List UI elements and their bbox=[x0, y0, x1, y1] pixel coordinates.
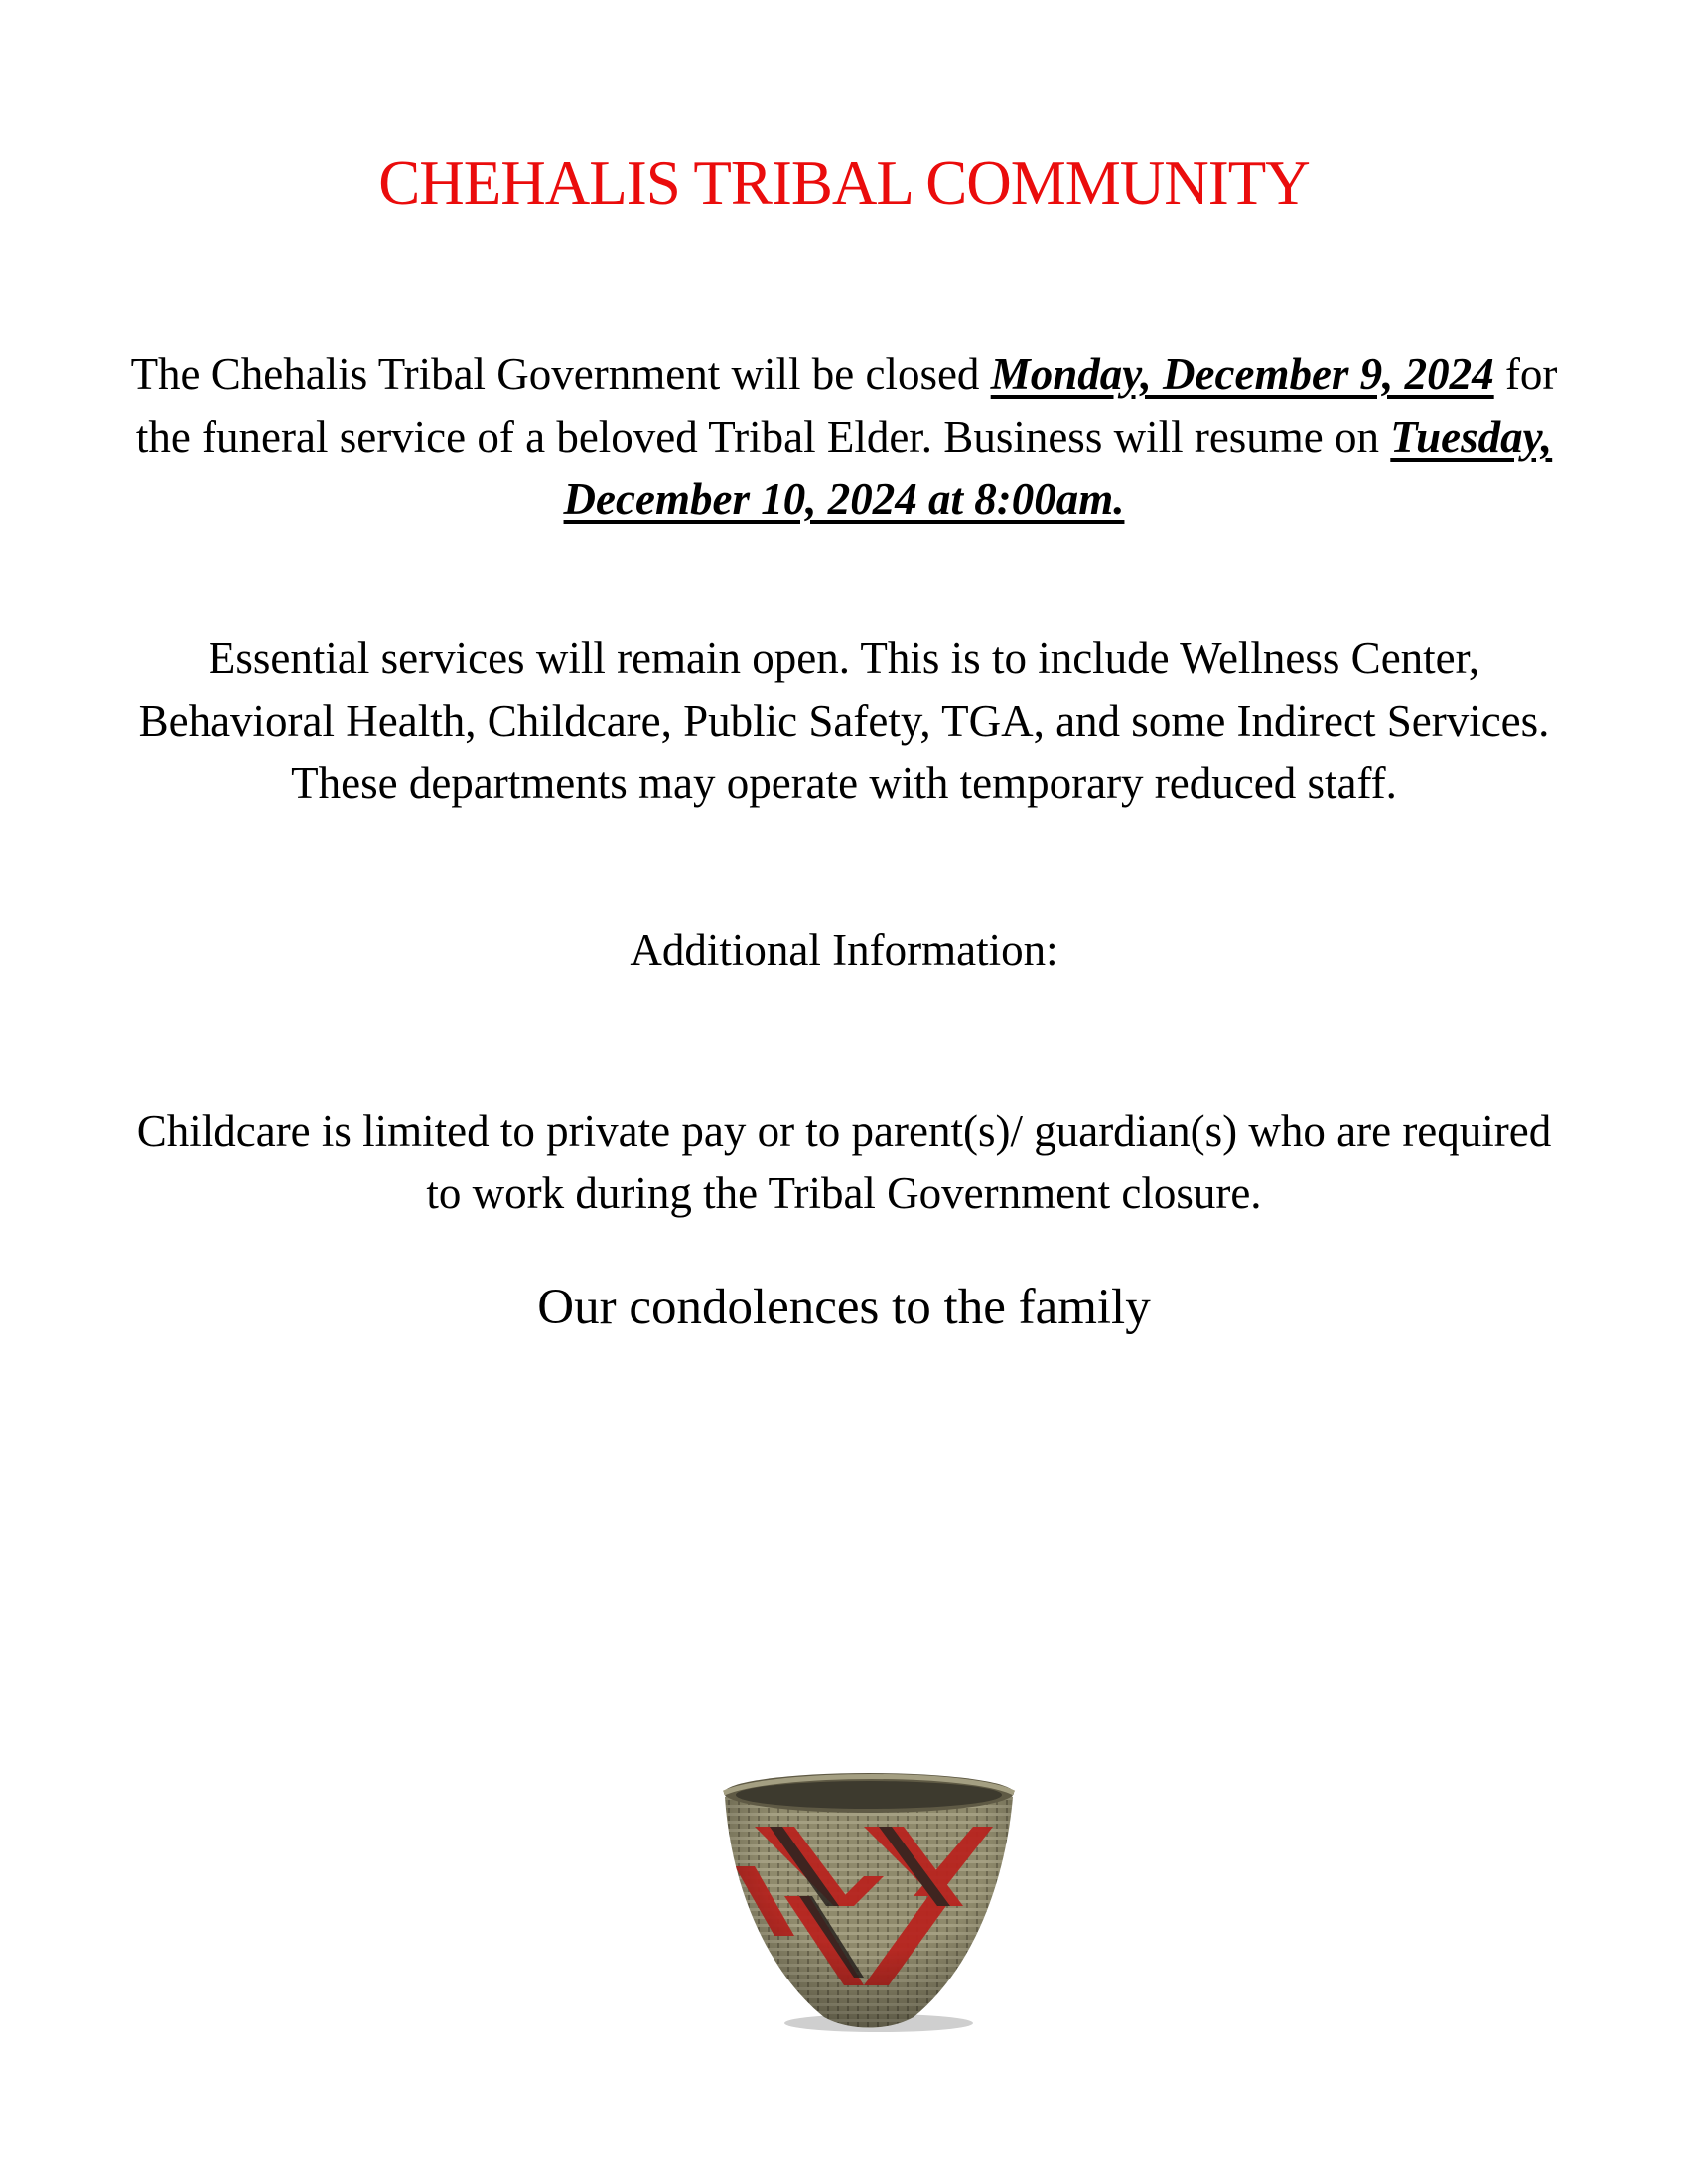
closure-notice bbox=[129, 343, 1559, 531]
childcare-note: Childcare is limited to private pay or to parent(s)/ guardian(s) who are required to work during the Tribal Government closure. bbox=[136, 1106, 1552, 1218]
essential-services-text: Essential services will remain open. This is to include Wellness Center, Behavioral Health, Childcare, Public Safety, TGA, and some Indirect Services. These departments may operate with temporary reduced staff. bbox=[138, 633, 1550, 808]
closure-text-1: The Chehalis Tribal Government will be closed bbox=[130, 349, 991, 399]
resume-datetime: Tuesday, December 10, 2024 at 8:00am. bbox=[563, 412, 1553, 524]
condolences-text: Our condolences to the family bbox=[537, 1280, 1151, 1335]
closed-date: Monday, December 9, 2024 bbox=[990, 349, 1494, 399]
woven-basket-icon bbox=[715, 1757, 1033, 2035]
page-title: CHEHALIS TRIBAL COMMUNITY bbox=[378, 148, 1310, 217]
additional-info-heading: Additional Information: bbox=[630, 925, 1058, 975]
closure-text-2: for the funeral service of a beloved Tribal Elder. Business will resume on bbox=[135, 349, 1558, 462]
